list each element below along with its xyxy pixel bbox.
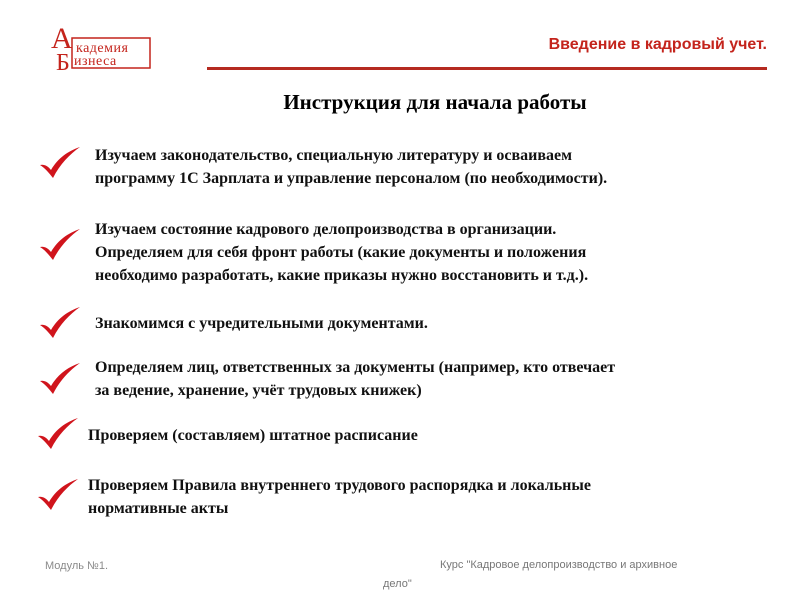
instruction-item-4 <box>95 356 615 402</box>
instruction-item-1 <box>95 144 607 190</box>
footer-course-line-1: Курс "Кадровое делопроизводство и архивное <box>440 559 678 571</box>
checkmark-icon <box>36 478 80 512</box>
item-text-line: за ведение, хранение, учёт трудовых книжек) <box>95 382 422 399</box>
checkmark-icon <box>38 146 82 180</box>
logo-initial-b: Б <box>56 50 70 72</box>
item-text-line: Проверяем Правила внутреннего трудового распорядка и локальные <box>88 477 591 494</box>
slide-title: Инструкция для начала работы <box>283 90 587 114</box>
footer-module: Модуль №1. <box>45 560 109 572</box>
instruction-item-6 <box>88 474 591 520</box>
instruction-item-2 <box>95 218 588 287</box>
item-text-line: необходимо разработать, какие приказы нужно восстановить и т.д.). <box>95 267 589 284</box>
logo-initial-a: А <box>51 22 73 55</box>
header-divider <box>207 67 767 70</box>
company-logo <box>50 22 160 72</box>
logo-word-1: кадемия <box>76 41 129 56</box>
item-text-line: Изучаем законодательство, специальную литературу и осваиваем <box>95 147 573 164</box>
item-text-line: Изучаем состояние кадрового делопроизводства в организации. <box>95 221 557 238</box>
item-text-line: Определяем лиц, ответственных за документы (например, кто отвечает <box>95 359 616 376</box>
instruction-item-5 <box>88 424 418 447</box>
item-text-line: нормативные акты <box>88 500 229 517</box>
course-title: Введение в кадровый учет. <box>548 36 767 53</box>
checkmark-icon <box>38 228 82 262</box>
item-text-line: программу 1С Зарплата и управление персоналом (по необходимости). <box>95 170 608 187</box>
checkmark-icon <box>38 362 82 396</box>
instruction-item-3 <box>95 312 428 335</box>
item-text-line: Проверяем (составляем) штатное расписание <box>88 427 418 444</box>
item-text-line: Определяем для себя фронт работы (какие документы и положения <box>95 244 587 261</box>
item-text-line: Знакомимся с учредительными документами. <box>95 315 428 332</box>
footer-course-line-2: дело" <box>383 578 412 590</box>
checkmark-icon <box>38 306 82 340</box>
checkmark-icon <box>36 417 80 451</box>
logo-word-2: изнеса <box>74 54 117 69</box>
